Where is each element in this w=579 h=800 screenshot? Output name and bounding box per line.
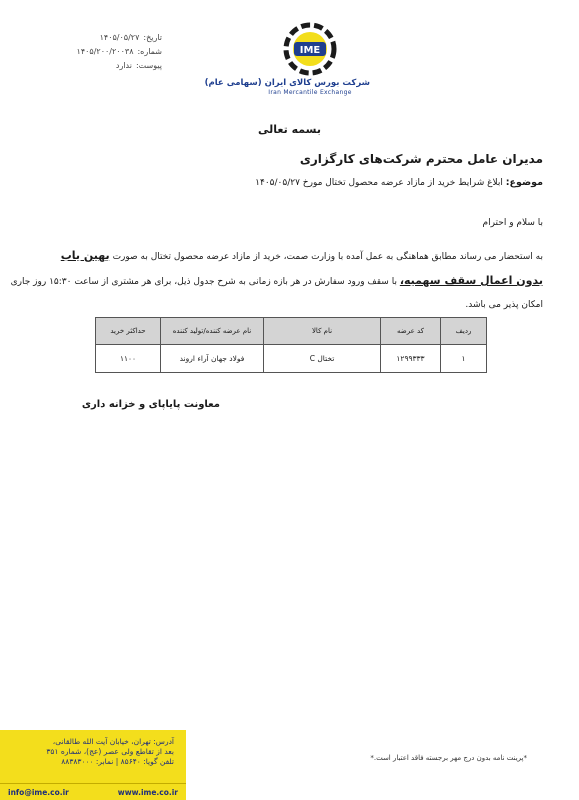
number-label: شماره: [137,47,162,56]
footer-links [0,784,186,800]
subject-label: موضوع: [505,177,543,188]
ime-logo [204,22,370,96]
header-max-purchase: حداکثر خرید [96,318,161,345]
validity-note: *پرینت نامه بدون درج مهر برجسته فاقد اعتبار است.* [370,754,527,762]
company-name-en: Iran Mercantile Exchange [268,89,352,96]
recipient: مدیران عامل محترم شرکت‌های کارگزاری [299,152,543,166]
subject-text: ابلاغ شرایط خرید از مازاد عرضه محصول تختال مورخ ۱۴۰۵/۰۵/۲۷ [255,178,503,188]
table-header-row [96,318,487,345]
address-line-2: بعد از تقاطع ولی عصر (عج)، شماره ۳۵۱ [46,747,174,756]
date-label: تاریخ: [143,33,162,42]
bismillah: بسمه تعالی [258,123,321,136]
body-emphasis-1: بهین یاب [60,249,110,262]
purchase-table [95,317,487,373]
letter-body [10,244,543,317]
attachment-label: پیوست: [135,61,162,70]
subject [143,177,543,188]
body-part-2: با سقف ورود سفارش در هر بازه زمانی به شرح جدول ذیل، برای هر مشتری از ساعت ۱۵:۳۰ روز جاری [10,277,397,287]
svg-text:IME: IME [299,45,321,56]
ime-logo-icon [283,22,337,76]
number-row [52,45,162,59]
date-row [52,31,162,45]
number-value: ۱۴۰۵/۲۰۰/۲۰۰۳۸ [76,47,134,56]
cell-row-number: ۱ [441,345,487,373]
header-product-name: نام کالا [264,318,381,345]
cell-supplier: فولاد جهان آراء اروند [161,345,264,373]
body-line-3: امکان پذیر می باشد. [465,300,543,310]
cell-product-name: تختال C [264,345,381,373]
company-name-fa: شرکت بورس کالای ایران (سهامی عام) [204,78,370,88]
body-line-2 [10,269,543,294]
table-row [96,345,487,373]
attachment-value: ندارد [115,61,132,70]
body-emphasis-2: بدون اعمال سقف سهمیه، [399,274,543,287]
cell-max-purchase: ۱۱۰۰ [96,345,161,373]
signature: معاونت پایاپای و خزانه داری [81,399,220,410]
footer-website-link[interactable]: www.ime.co.ir [117,787,178,797]
greeting: با سلام و احترام [482,218,543,228]
footer [0,730,186,800]
address-line-3: تلفن گویا: ۸۵۶۴۰ | نمابر: ۸۸۳۸۳۰۰۰ [61,757,174,766]
address-line-1: آدرس: تهران، خیابان آیت الله طالقانی، [52,737,174,746]
attachment-row [52,59,162,73]
body-part-1: به استحضار می رساند مطابق هماهنگی به عمل آمده با وزارت صمت، خرید از مازاد عرضه محصول تختال به صورت [112,252,543,262]
footer-email-link[interactable]: info@ime.co.ir [8,787,69,797]
header-row-number: ردیف [441,318,487,345]
body-line-1 [33,244,543,269]
header-supplier: نام عرضه کننده/تولید کننده [161,318,264,345]
cell-offer-code: ۱۲۹۹۳۳۳ [381,345,441,373]
header-offer-code: کد عرضه [381,318,441,345]
footer-address [4,737,174,767]
letter-meta [52,31,162,73]
date-value: ۱۴۰۵/۰۵/۲۷ [99,33,140,42]
